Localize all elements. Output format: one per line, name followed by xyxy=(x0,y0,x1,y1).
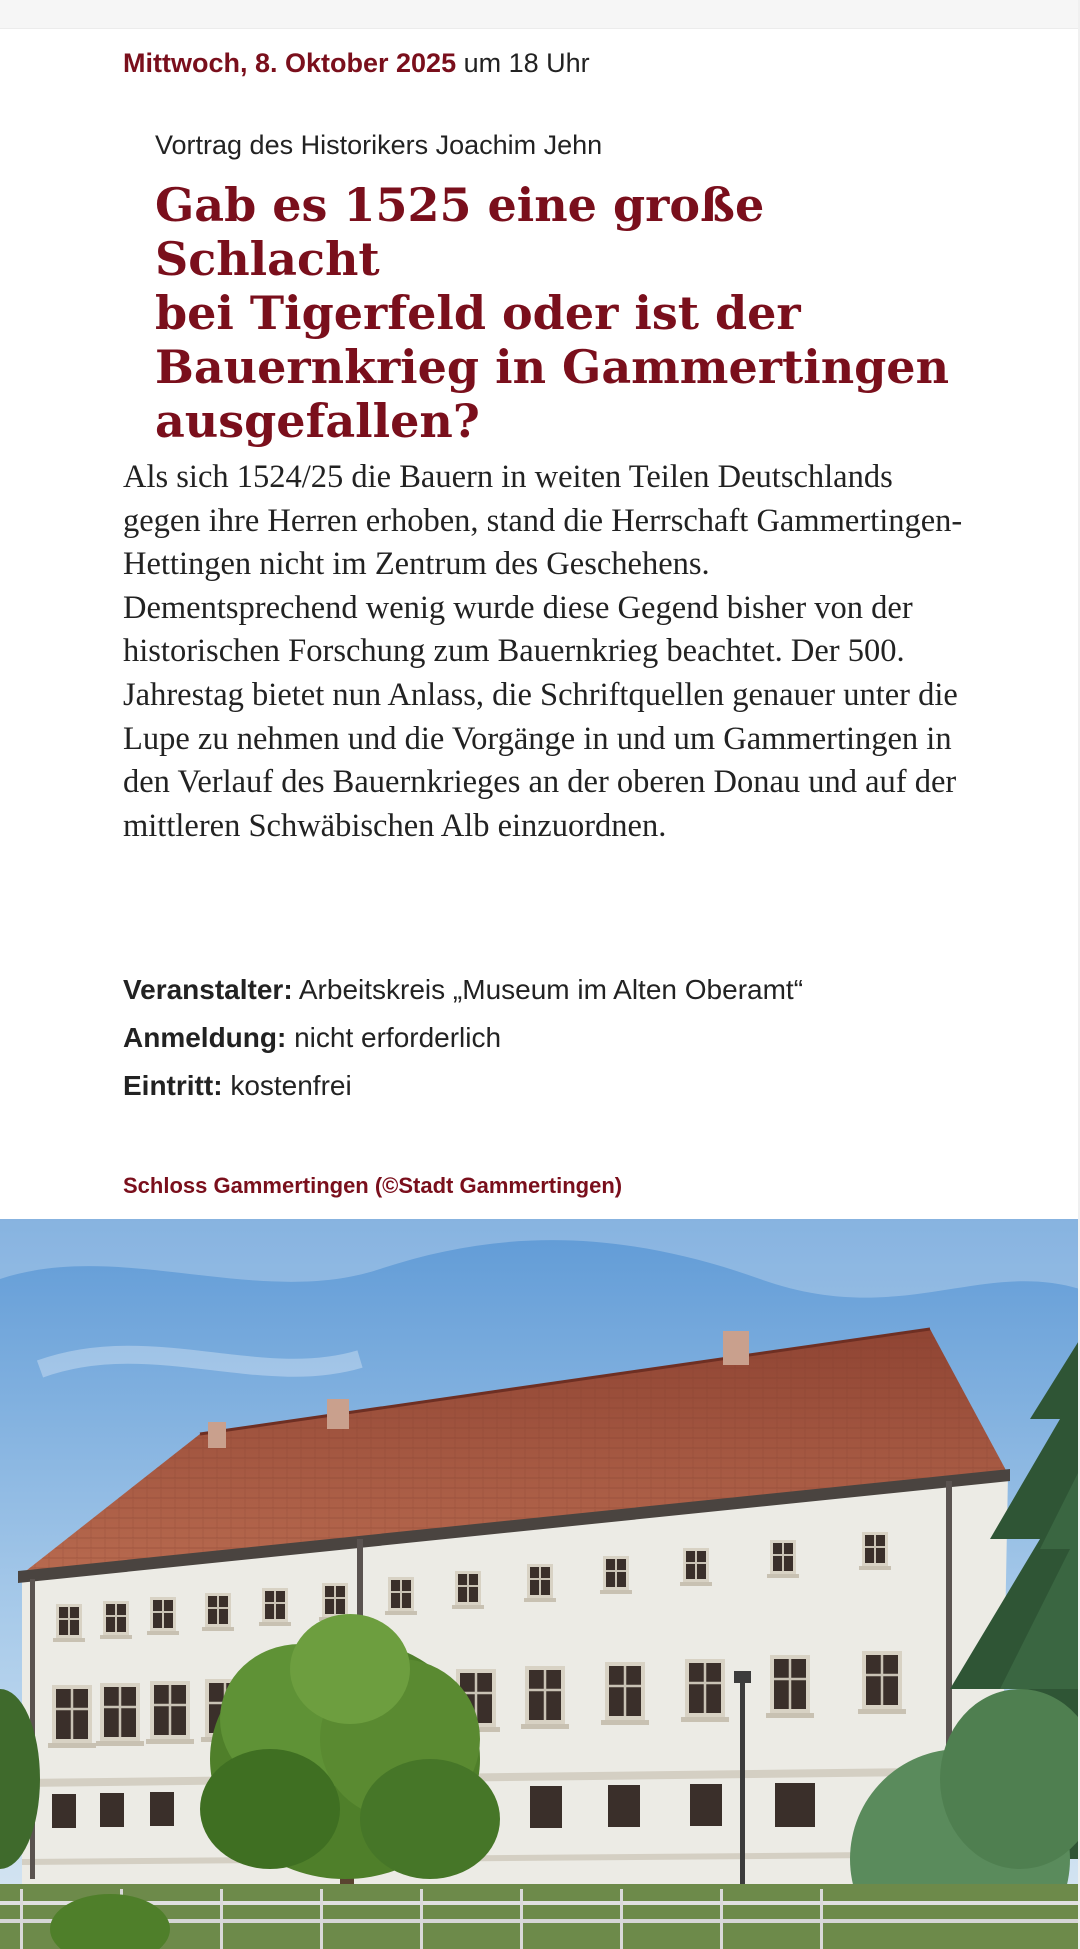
admission-label: Eintritt: xyxy=(123,1070,223,1101)
event-details xyxy=(123,966,1003,1110)
lecture-subtitle: Vortrag des Historikers Joachim Jehn xyxy=(155,130,603,160)
headline-line: Gab es 1525 eine große Schlacht xyxy=(155,178,765,286)
event-date-line xyxy=(123,46,590,80)
description-paragraph: Dementsprechend wenig wurde diese Gegend bisher von der historischen Forschung zum Bauernkrieg beachtet. Der 500. Jahrestag bietet nun Anlass, die Schriftquellen genauer unter die Lupe zu nehmen und die Vorgänge in und um Gammertingen in den Verlauf des Bauernkrieges an der oberen Donau und auf der mittleren Schwäbischen Alb einzuordnen. xyxy=(123,589,958,844)
description xyxy=(123,456,968,848)
top-strip xyxy=(0,0,1080,29)
organizer-label: Veranstalter: xyxy=(123,974,293,1005)
event-time: um 18 Uhr xyxy=(463,48,590,78)
photo-caption: Schloss Gammertingen (©Stadt Gammertingen) xyxy=(123,1173,623,1198)
lecture-headline xyxy=(155,178,995,448)
registration-row xyxy=(123,1014,1003,1062)
description-paragraph: Als sich 1524/25 die Bauern in weiten Teilen Deutschlands gegen ihre Herren erhoben, stand die Herrschaft Gammertingen-Hettingen nicht im Zentrum des Geschehens. xyxy=(123,459,963,583)
organizer-value: Arbeitskreis „Museum im Alten Oberamt“ xyxy=(298,974,804,1005)
headline-line: ausgefallen? xyxy=(155,394,480,448)
admission-value: kostenfrei xyxy=(230,1070,352,1101)
event-date: Mittwoch, 8. Oktober 2025 xyxy=(123,48,457,78)
headline-line: Bauernkrieg in Gammertingen xyxy=(155,340,950,394)
headline-line: bei Tigerfeld oder ist der xyxy=(155,286,801,340)
registration-value: nicht erforderlich xyxy=(294,1022,502,1053)
registration-label: Anmeldung: xyxy=(123,1022,287,1053)
organizer-row xyxy=(123,966,1003,1014)
admission-row xyxy=(123,1062,1003,1110)
castle-photo xyxy=(0,1219,1080,1949)
